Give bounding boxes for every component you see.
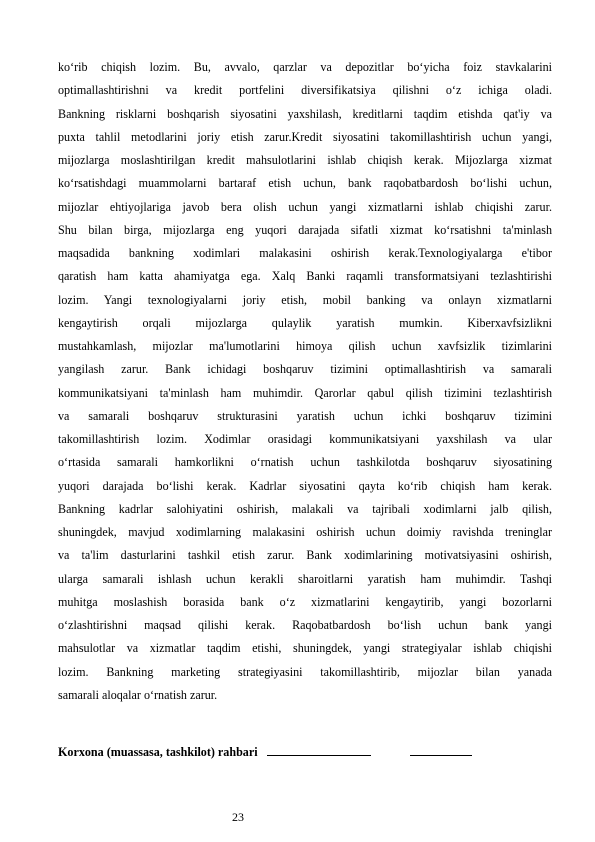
text-line: maqsadida bankning xodimlari malakasini oshirish kerak.Texnologiyalarga e'tibor	[58, 246, 552, 260]
text-line: puxta tahlil metodlarini joriy etish zarur.Kredit siyosatini takomillashtirish uchun yangi,	[58, 129, 552, 144]
text-line: mijozlar ehtiyojlariga javob bera olish uchun yangi xizmatlarni ishlab chiqishi zarur.	[58, 199, 552, 214]
signature-label: Korxona (muassasa, tashkilot) rahbari	[58, 745, 258, 759]
text-line: va samarali boshqaruv strukturasini yaratish uchun ichki boshqaruv tizimini	[58, 408, 552, 423]
text-line: Bankning kadrlar salohiyatini oshirish, malakali va tajribali xodimlarni jalb qilish,	[58, 501, 552, 516]
text-line: kommunikatsiyani ta'minlash ham muhimdir. Qarorlar qabul qilish tizimini tezlashtirish	[58, 385, 552, 400]
text-line: takomillashtirish lozim. Xodimlar orasidagi kommunikatsiyani yaxshilash va ular	[58, 432, 552, 446]
text-line: mijozlarga moslashtirilgan kredit mahsulotlarini ishlab chiqish kerak. Mijozlarga xizmat	[58, 153, 552, 167]
text-line: yuqori darajada bo‘lishi kerak. Kadrlar siyosatini qayta ko‘rib chiqish ham kerak.	[58, 478, 552, 493]
text-line: lozim. Bankning marketing strategiyasini takomillashtirib, mijozlar bilan yanada	[58, 664, 552, 679]
name-blank-line	[267, 743, 371, 756]
text-line: o‘rtasida samarali hamkorlikni o‘rnatish uchun tashkilotda boshqaruv siyosatining	[58, 455, 552, 470]
text-line: Shu bilan birga, mijozlarga eng yuqori darajada sifatli xizmat ko‘rsatishni ta'minlash	[58, 222, 552, 237]
text-line: lozim. Yangi texnologiyalarni joriy etish, mobil banking va onlayn xizmatlarni	[58, 292, 552, 307]
text-line: va ta'lim dasturlarini tashkil etish zarur. Bank xodimlarining motivatsiyasini oshirish,	[58, 548, 552, 563]
text-line: ularga samarali ishlash uchun kerakli sharoitlarni yaratish ham muhimdir. Tashqi	[58, 571, 552, 586]
text-line: o‘zlashtirishni maqsad qilishi kerak. Raqobatbardosh bo‘lish uchun bank yangi	[58, 618, 552, 632]
signature-block	[58, 743, 552, 760]
text-line: ko‘rib chiqish lozim. Bu, avvalo, qarzlar va depozitlar bo‘yicha foiz stavkalarini	[58, 60, 552, 74]
text-line: optimallashtirishni va kredit portfelini diversifikatsiya qilishni o‘z ichiga oladi.	[58, 83, 552, 98]
text-line: qaratish ham katta ahamiyatga ega. Xalq Banki raqamli transformatsiyani tezlashtirishi	[58, 269, 552, 284]
text-line: ko‘rsatishdagi muammolarni bartaraf etish uchun, bank raqobatbardosh bo‘lishi uchun,	[58, 176, 552, 191]
text-line: mahsulotlar va xizmatlar taqdim etishi, shuningdek, yangi strategiyalar ishlab chiqishi	[58, 641, 552, 656]
text-line: shuningdek, mavjud xodimlarning malakasini oshirish uchun doimiy ravishda treninglar	[58, 525, 552, 539]
text-line: samarali aloqalar o‘rnatish zarur.	[58, 687, 218, 702]
signature-blank-line	[410, 743, 472, 756]
body-paragraph	[58, 56, 552, 707]
page-number: 23	[232, 810, 244, 824]
text-line: yangilash zarur. Bank ichidagi boshqaruv tizimini optimallashtirish va samarali	[58, 362, 552, 377]
text-line: kengaytirish orqali mijozlarga qulaylik yaratish mumkin. Kiberxavfsizlikni	[58, 315, 552, 330]
text-line: mustahkamlash, mijozlar ma'lumotlarini himoya qilish uchun xavfsizlik tizimlarini	[58, 339, 552, 353]
text-line: muhitga moslashish borasida bank o‘z xizmatlarini kengaytirib, yangi bozorlarni	[58, 594, 552, 609]
text-line: Bankning risklarni boshqarish siyosatini yaxshilash, kreditlarni taqdim etishda qat'iy va	[58, 106, 552, 121]
